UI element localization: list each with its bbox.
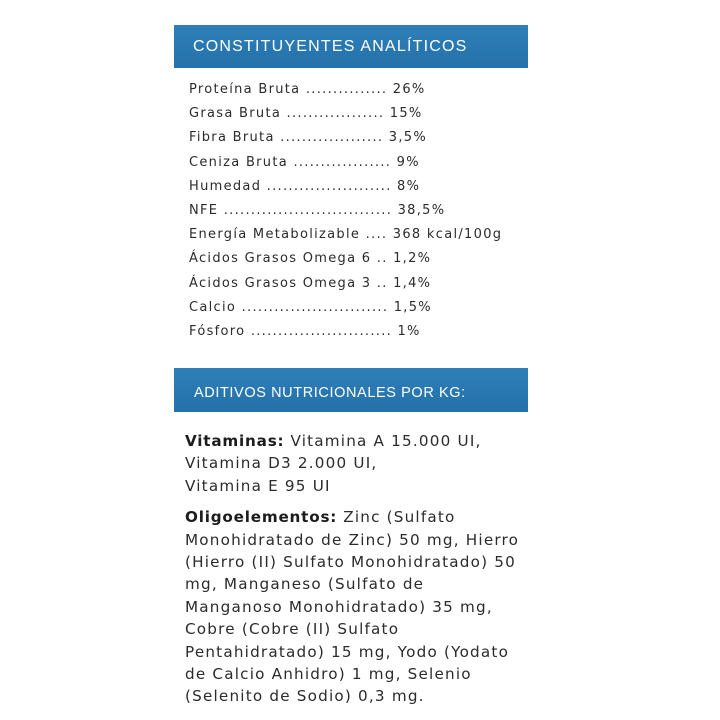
- constituent-row: Humedad ....................... 8%: [189, 178, 421, 194]
- trace-elements-label: Oligoelementos:: [185, 508, 338, 527]
- trace-elements-line: Manganoso Monohidratado) 35 mg,: [185, 597, 493, 616]
- vitamins-line: [185, 430, 557, 452]
- vitamins-text: Vitamina A 15.000 UI,: [284, 432, 482, 450]
- vitamins-paragraph: [185, 430, 557, 497]
- trace-elements-paragraph: [185, 506, 557, 708]
- constituent-row: Proteína Bruta ............... 26%: [189, 82, 426, 97]
- trace-elements-line: Monohidratado de Zinc) 50 mg, Hierro: [185, 530, 520, 549]
- trace-elements-line: (Selenito de Sodio) 0,3 mg.: [185, 687, 425, 706]
- constituent-row: Ácidos Grasos Omega 3 .. 1,4%: [189, 275, 432, 291]
- constituent-row: Ácidos Grasos Omega 6 .. 1,2%: [189, 251, 432, 267]
- constituent-row: Fibra Bruta ................... 3,5%: [189, 130, 428, 146]
- trace-elements-line: (Hierro (II) Sulfato Monohidratado) 50: [185, 553, 516, 572]
- vitamins-line: Vitamina D3 2.000 UI,: [185, 454, 378, 473]
- vitamins-label: Vitaminas:: [185, 432, 285, 450]
- constituent-row: Grasa Bruta .................. 15%: [189, 106, 423, 122]
- trace-elements-line: mg, Manganeso (Sulfato de: [185, 575, 425, 594]
- constituent-row: Ceniza Bruta .................. 9%: [189, 154, 420, 170]
- analytical-constituents-header: CONSTITUYENTES ANALÍTICOS: [174, 25, 528, 68]
- trace-elements-line: de Calcio Anhidro) 1 mg, Selenio: [185, 665, 472, 684]
- trace-elements-line: Cobre (Cobre (II) Sulfato: [185, 620, 400, 639]
- analytical-constituents-list: [189, 78, 502, 344]
- constituent-row: Fósforo .......................... 1%: [189, 323, 421, 339]
- constituent-row: Energía Metabolizable .... 368 kcal/100g: [189, 227, 503, 243]
- trace-elements-line: [185, 506, 557, 528]
- nutritional-additives-header: ADITIVOS NUTRICIONALES POR KG:: [174, 368, 528, 412]
- constituent-row: NFE ............................... 38,5%: [189, 202, 446, 218]
- trace-elements-line: Pentahidratado) 15 mg, Yodo (Yodato: [185, 642, 510, 661]
- trace-elements-text: Zinc (Sulfato: [337, 508, 456, 527]
- nutritional-additives-body: [185, 430, 557, 717]
- constituent-row: Calcio ........................... 1,5%: [189, 299, 432, 315]
- vitamins-line: Vitamina E 95 UI: [185, 476, 331, 495]
